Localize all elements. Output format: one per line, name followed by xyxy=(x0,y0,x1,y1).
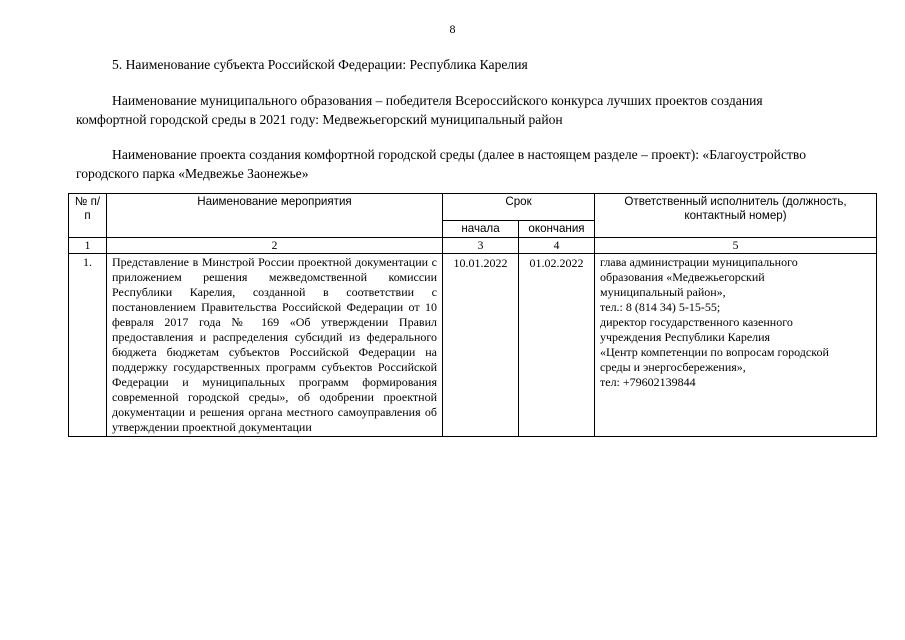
header-num: № п/п xyxy=(69,194,107,238)
column-number-2: 2 xyxy=(107,238,443,254)
column-number-1: 1 xyxy=(69,238,107,254)
responsible-line: тел: +79602139844 xyxy=(600,375,696,389)
column-number-4: 4 xyxy=(519,238,595,254)
column-number-row xyxy=(69,238,877,254)
responsible-executor xyxy=(595,254,877,437)
responsible-line: учреждения Республики Карелия xyxy=(600,330,771,344)
municipality-line: Наименование муниципального образования – победителя Всероссийского конкурса лучших проектов создания комфортной городской среды в 2021 году: Медвежьегорский муниципальный район xyxy=(76,93,763,127)
responsible-line: тел.: 8 (814 34) 5-15-55; xyxy=(600,300,721,314)
start-date: 10.01.2022 xyxy=(443,254,519,437)
column-number-3: 3 xyxy=(443,238,519,254)
header-responsible: Ответственный исполнитель (должность, контактный номер) xyxy=(595,194,877,238)
activities-table xyxy=(68,193,877,437)
table-row xyxy=(69,254,877,437)
header-end: окончания xyxy=(519,221,595,238)
subject-line: 5. Наименование субъекта Российской Федерации: Республика Карелия xyxy=(112,57,528,72)
responsible-line: глава администрации муниципального xyxy=(600,255,798,269)
row-number: 1. xyxy=(69,254,107,437)
responsible-line: директор государственного казенного xyxy=(600,315,793,329)
page-number: 8 xyxy=(449,22,456,36)
header-term: Срок xyxy=(443,194,595,221)
responsible-line: среды и энергосбережения», xyxy=(600,360,746,374)
responsible-line: муниципальный район», xyxy=(600,285,726,299)
end-date: 01.02.2022 xyxy=(519,254,595,437)
header-start: начала xyxy=(443,221,519,238)
responsible-line: образования «Медвежьегорский xyxy=(600,270,765,284)
column-number-5: 5 xyxy=(595,238,877,254)
responsible-line: «Центр компетенции по вопросам городской xyxy=(600,345,829,359)
header-activity: Наименование мероприятия xyxy=(107,194,443,238)
project-line: Наименование проекта создания комфортной городской среды (далее в настоящем разделе – проект): «Благоустройство городского парка «Медвежье Заонежье» xyxy=(76,147,807,181)
table-header-row xyxy=(69,194,877,221)
activity-description: Представление в Минстрой России проектной документации с приложением решения межведомственной комиссии Республики Карелия, созданной в соответствии с постановлением Правительства Российской Федерации от 10 февраля 2017 года № 169 «Об утверждении Правил предоставления и распределения субсидий из федерального бюджета бюджетам субъектов Российской Федерации на поддержку государственных программ субъектов Российской Федерации и муниципальных программ формирования современной городской среды», об одобрении проектной документации и решения органа местного самоуправления об утверждении проектной документации xyxy=(107,254,443,437)
